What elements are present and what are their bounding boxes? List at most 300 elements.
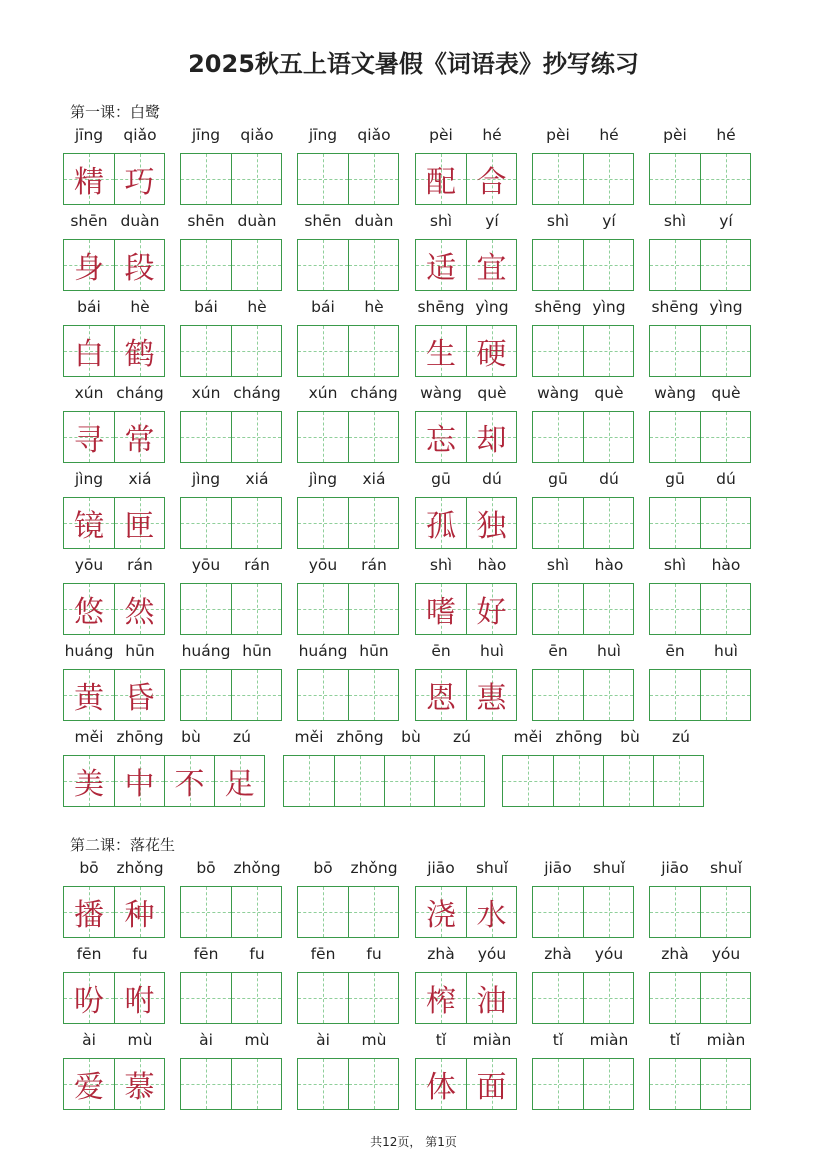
practice-cell[interactable] [583, 240, 633, 290]
practice-cell[interactable] [700, 584, 750, 634]
pinyin-label: dú [599, 470, 619, 488]
model-character: 悠 [74, 595, 104, 630]
practice-cell[interactable] [231, 154, 281, 204]
practice-cell[interactable] [298, 412, 348, 462]
practice-cell[interactable] [650, 670, 700, 720]
model-word-grid [415, 470, 517, 549]
practice-cell[interactable] [434, 756, 484, 806]
model-character: 油 [476, 984, 507, 1019]
practice-cell[interactable] [533, 240, 583, 290]
model-character: 播 [74, 898, 104, 933]
tianzige-cells [415, 583, 517, 635]
pinyin-label: ài [316, 1031, 330, 1049]
pinyin-label: yìng [475, 298, 509, 316]
practice-cell[interactable] [700, 498, 750, 548]
model-word-grid [63, 945, 165, 1024]
practice-word-grid [649, 126, 751, 205]
tianzige-cells [63, 1058, 165, 1110]
model-word-grid [63, 384, 165, 463]
tianzige-cells [180, 669, 282, 721]
tianzige-cell [114, 240, 164, 290]
tianzige-cells [415, 669, 517, 721]
practice-word-grid [649, 212, 751, 291]
pinyin-label: gū [431, 470, 451, 488]
tianzige-cells [649, 239, 751, 291]
tianzige-cells [649, 669, 751, 721]
pinyin-label: rán [127, 556, 153, 574]
section-title: 第一课：白鹭 [70, 103, 161, 121]
pinyin-label: pèi [429, 126, 453, 144]
tianzige-cell [416, 240, 466, 290]
practice-cell[interactable] [553, 756, 603, 806]
practice-cell[interactable] [583, 154, 633, 204]
pinyin-label: wàng [420, 384, 462, 402]
tianzige-cell [416, 1059, 466, 1109]
practice-cell[interactable] [298, 887, 348, 937]
tianzige-cell [416, 154, 466, 204]
pinyin-label: shēn [187, 212, 225, 230]
tianzige-cells [63, 411, 165, 463]
practice-cell[interactable] [231, 240, 281, 290]
tianzige-cell [416, 498, 466, 548]
practice-cell[interactable] [181, 1059, 231, 1109]
practice-cell[interactable] [298, 498, 348, 548]
model-character: 忘 [426, 423, 456, 458]
practice-cell[interactable] [700, 1059, 750, 1109]
section-title: 第二课：落花生 [70, 836, 176, 854]
tianzige-cell [416, 670, 466, 720]
pinyin-label: miàn [472, 1031, 512, 1049]
practice-cell[interactable] [583, 973, 633, 1023]
practice-word-grid [297, 212, 399, 291]
pinyin-label: hè [130, 298, 150, 316]
tianzige-cells [532, 972, 634, 1024]
pinyin-label: rán [244, 556, 270, 574]
practice-cell[interactable] [583, 887, 633, 937]
practice-cell[interactable] [533, 498, 583, 548]
practice-word-grid [180, 126, 282, 205]
tianzige-cells [649, 886, 751, 938]
practice-word-grid [297, 1031, 399, 1110]
model-character: 恩 [426, 681, 456, 716]
model-character: 常 [124, 423, 155, 458]
tianzige-cells [532, 669, 634, 721]
tianzige-cells [532, 583, 634, 635]
tianzige-cell [466, 326, 516, 376]
tianzige-cells [532, 1058, 634, 1110]
practice-cell[interactable] [653, 756, 703, 806]
tianzige-cells [415, 1058, 517, 1110]
model-character: 匣 [124, 509, 155, 544]
tianzige-cells [63, 755, 265, 807]
model-character: 好 [476, 595, 507, 630]
pinyin-label: dú [716, 470, 736, 488]
tianzige-cells [63, 886, 165, 938]
pinyin-label: zhōng [555, 728, 603, 746]
practice-cell[interactable] [533, 154, 583, 204]
pinyin-label: duàn [237, 212, 277, 230]
practice-cell[interactable] [181, 154, 231, 204]
practice-cell[interactable] [298, 973, 348, 1023]
pinyin-label: qiǎo [240, 126, 274, 144]
practice-cell[interactable] [181, 240, 231, 290]
practice-cell[interactable] [348, 154, 398, 204]
pinyin-label: fēn [193, 945, 219, 963]
pinyin-label: wàng [654, 384, 696, 402]
practice-cell[interactable] [348, 973, 398, 1023]
practice-word-grid [297, 384, 399, 463]
pinyin-label: fēn [76, 945, 102, 963]
practice-cell[interactable] [231, 670, 281, 720]
tianzige-cells [180, 325, 282, 377]
practice-cell[interactable] [348, 326, 398, 376]
practice-word-grid [502, 728, 704, 807]
pinyin-label: què [594, 384, 624, 402]
pinyin-label: shì [663, 556, 687, 574]
practice-cell[interactable] [231, 498, 281, 548]
practice-word-grid [180, 298, 282, 377]
tianzige-cell [416, 887, 466, 937]
tianzige-cells [649, 411, 751, 463]
pinyin-label: cháng [233, 384, 281, 402]
pinyin-label: mù [244, 1031, 270, 1049]
practice-cell[interactable] [533, 973, 583, 1023]
tianzige-cell [64, 584, 114, 634]
pinyin-label: qiǎo [123, 126, 157, 144]
page-footer: 共12页， 第1页 [370, 1135, 457, 1149]
practice-cell[interactable] [181, 670, 231, 720]
tianzige-cell [64, 412, 114, 462]
tianzige-cells [532, 239, 634, 291]
practice-cell[interactable] [700, 887, 750, 937]
model-character: 昏 [124, 681, 155, 716]
practice-cell[interactable] [583, 498, 633, 548]
practice-word-grid [649, 556, 751, 635]
model-character: 爱 [74, 1070, 104, 1105]
practice-word-grid [297, 298, 399, 377]
pinyin-label: huáng [64, 642, 114, 660]
practice-cell[interactable] [298, 326, 348, 376]
pinyin-label: tǐ [435, 1031, 447, 1049]
practice-word-grid [180, 470, 282, 549]
tianzige-cell [114, 326, 164, 376]
tianzige-cell [164, 756, 214, 806]
practice-cell[interactable] [533, 412, 583, 462]
practice-cell[interactable] [700, 326, 750, 376]
pinyin-label: gū [665, 470, 685, 488]
model-character: 种 [124, 898, 155, 933]
practice-cell[interactable] [650, 887, 700, 937]
pinyin-label: mù [127, 1031, 153, 1049]
practice-cell[interactable] [650, 326, 700, 376]
practice-cell[interactable] [650, 412, 700, 462]
practice-cell[interactable] [231, 584, 281, 634]
model-character: 合 [476, 165, 507, 200]
tianzige-cells [649, 972, 751, 1024]
pinyin-label: bù [620, 728, 640, 746]
pinyin-label: huáng [298, 642, 348, 660]
practice-cell[interactable] [231, 1059, 281, 1109]
practice-cell[interactable] [231, 412, 281, 462]
tianzige-cell [64, 498, 114, 548]
tianzige-cells [180, 886, 282, 938]
tianzige-cells [63, 239, 165, 291]
practice-cell[interactable] [384, 756, 434, 806]
practice-cell[interactable] [284, 756, 334, 806]
pinyin-label: hé [482, 126, 502, 144]
pinyin-label: shì [546, 212, 570, 230]
pinyin-label: pèi [546, 126, 570, 144]
practice-word-grid [649, 1031, 751, 1110]
model-word-grid [415, 859, 517, 938]
pinyin-label: pèi [663, 126, 687, 144]
practice-cell[interactable] [348, 887, 398, 937]
model-word-grid [415, 298, 517, 377]
pinyin-label: jìng [191, 470, 221, 488]
model-word-grid [63, 1031, 165, 1110]
tianzige-cells [180, 583, 282, 635]
pinyin-label: dú [482, 470, 502, 488]
practice-cell[interactable] [583, 326, 633, 376]
pinyin-label: yōu [74, 556, 104, 574]
pinyin-label: huì [597, 642, 621, 660]
model-character: 慕 [124, 1070, 155, 1105]
practice-cell[interactable] [583, 1059, 633, 1109]
tianzige-cells [649, 497, 751, 549]
pinyin-label: yóu [711, 945, 741, 963]
practice-cell[interactable] [231, 326, 281, 376]
pinyin-label: zú [233, 728, 251, 746]
tianzige-cell [114, 670, 164, 720]
pinyin-label: qiǎo [357, 126, 391, 144]
practice-cell[interactable] [503, 756, 553, 806]
practice-cell[interactable] [181, 498, 231, 548]
tianzige-cell [214, 756, 264, 806]
practice-cell[interactable] [334, 756, 384, 806]
practice-word-grid [283, 728, 485, 807]
practice-cell[interactable] [650, 973, 700, 1023]
tianzige-cells [415, 239, 517, 291]
practice-cell[interactable] [348, 670, 398, 720]
pinyin-label: zhǒng [233, 859, 281, 877]
tianzige-cells [63, 325, 165, 377]
practice-cell[interactable] [700, 240, 750, 290]
pinyin-label: tǐ [552, 1031, 564, 1049]
tianzige-cell [114, 584, 164, 634]
pinyin-label: bái [194, 298, 218, 316]
model-character: 巧 [124, 165, 155, 200]
model-character: 中 [124, 767, 155, 802]
model-character: 吩 [74, 984, 104, 1019]
practice-cell[interactable] [348, 412, 398, 462]
practice-cell[interactable] [583, 412, 633, 462]
pinyin-label: hūn [242, 642, 272, 660]
pinyin-label: duàn [120, 212, 160, 230]
practice-cell[interactable] [650, 498, 700, 548]
pinyin-label: jiāo [427, 859, 455, 877]
model-character: 榨 [426, 984, 456, 1019]
practice-cell[interactable] [181, 973, 231, 1023]
pinyin-label: shuǐ [475, 859, 509, 877]
pinyin-label: hé [716, 126, 736, 144]
pinyin-label: ēn [548, 642, 568, 660]
practice-word-grid [180, 945, 282, 1024]
pinyin-label: zhà [427, 945, 455, 963]
tianzige-cells [180, 1058, 282, 1110]
practice-cell[interactable] [298, 240, 348, 290]
practice-cell[interactable] [181, 412, 231, 462]
pinyin-label: jìng [74, 470, 104, 488]
pinyin-label: jīng [74, 126, 104, 144]
pinyin-label: yìng [592, 298, 626, 316]
tianzige-cell [466, 1059, 516, 1109]
practice-cell[interactable] [603, 756, 653, 806]
pinyin-label: měi [513, 728, 543, 746]
practice-word-grid [297, 945, 399, 1024]
practice-cell[interactable] [700, 154, 750, 204]
tianzige-cell [64, 154, 114, 204]
practice-cell[interactable] [700, 412, 750, 462]
pinyin-label: ēn [431, 642, 451, 660]
tianzige-cell [466, 973, 516, 1023]
pinyin-label: shēng [534, 298, 582, 316]
tianzige-cell [416, 412, 466, 462]
tianzige-cells [532, 325, 634, 377]
practice-cell[interactable] [181, 584, 231, 634]
tianzige-cell [466, 412, 516, 462]
tianzige-cell [416, 973, 466, 1023]
practice-word-grid [532, 859, 634, 938]
tianzige-cells [415, 886, 517, 938]
practice-word-grid [532, 470, 634, 549]
practice-cell[interactable] [348, 1059, 398, 1109]
practice-cell[interactable] [650, 1059, 700, 1109]
tianzige-cells [649, 153, 751, 205]
pinyin-label: bái [311, 298, 335, 316]
practice-cell[interactable] [298, 670, 348, 720]
tianzige-cell [114, 887, 164, 937]
pinyin-label: què [711, 384, 741, 402]
model-word-grid [415, 1031, 517, 1110]
model-character: 惠 [476, 681, 507, 716]
practice-cell[interactable] [583, 584, 633, 634]
model-word-grid [63, 126, 165, 205]
pinyin-label: jīng [191, 126, 221, 144]
practice-word-grid [297, 126, 399, 205]
practice-word-grid [297, 556, 399, 635]
practice-cell[interactable] [181, 887, 231, 937]
pinyin-label: bō [313, 859, 333, 877]
pinyin-label: ēn [665, 642, 685, 660]
tianzige-cells [415, 153, 517, 205]
tianzige-cell [114, 973, 164, 1023]
tianzige-cells [532, 886, 634, 938]
practice-cell[interactable] [700, 670, 750, 720]
practice-cell[interactable] [533, 670, 583, 720]
pinyin-label: shuǐ [709, 859, 743, 877]
practice-cell[interactable] [231, 887, 281, 937]
practice-cell[interactable] [650, 154, 700, 204]
pinyin-label: yōu [308, 556, 338, 574]
practice-word-grid [532, 212, 634, 291]
tianzige-cell [466, 498, 516, 548]
pinyin-label: fu [366, 945, 382, 963]
practice-cell[interactable] [583, 670, 633, 720]
model-word-grid [415, 642, 517, 721]
practice-cell[interactable] [181, 326, 231, 376]
model-character: 美 [74, 767, 104, 802]
tianzige-cells [415, 497, 517, 549]
pinyin-label: gū [548, 470, 568, 488]
pinyin-label: shì [429, 212, 453, 230]
practice-word-grid [180, 384, 282, 463]
pinyin-label: huáng [181, 642, 231, 660]
pinyin-label: hào [477, 556, 507, 574]
model-word-grid [63, 212, 165, 291]
model-word-grid [63, 470, 165, 549]
practice-cell[interactable] [533, 887, 583, 937]
tianzige-cells [297, 1058, 399, 1110]
practice-cell[interactable] [533, 584, 583, 634]
practice-cell[interactable] [348, 584, 398, 634]
pinyin-label: xún [308, 384, 338, 402]
tianzige-cell [466, 154, 516, 204]
pinyin-label: rán [361, 556, 387, 574]
tianzige-cell [64, 1059, 114, 1109]
tianzige-cells [63, 669, 165, 721]
practice-cell[interactable] [533, 326, 583, 376]
model-character: 然 [124, 595, 155, 630]
pinyin-label: zhōng [116, 728, 164, 746]
pinyin-label: yí [719, 212, 733, 230]
pinyin-label: duàn [354, 212, 394, 230]
model-character: 水 [476, 898, 507, 933]
model-word-grid [63, 859, 165, 938]
practice-cell[interactable] [298, 1059, 348, 1109]
model-character: 咐 [124, 984, 155, 1019]
practice-word-grid [649, 384, 751, 463]
model-character: 寻 [74, 423, 104, 458]
pinyin-label: cháng [116, 384, 164, 402]
practice-cell[interactable] [650, 584, 700, 634]
practice-word-grid [180, 212, 282, 291]
tianzige-cells [297, 669, 399, 721]
tianzige-cell [466, 887, 516, 937]
practice-word-grid [532, 384, 634, 463]
practice-cell[interactable] [650, 240, 700, 290]
tianzige-cells [63, 497, 165, 549]
practice-word-grid [180, 556, 282, 635]
pinyin-label: zhǒng [116, 859, 164, 877]
model-word-grid [415, 212, 517, 291]
pinyin-label: zhà [544, 945, 572, 963]
pinyin-label: fēn [310, 945, 336, 963]
practice-cell[interactable] [348, 240, 398, 290]
practice-cell[interactable] [348, 498, 398, 548]
practice-cell[interactable] [298, 584, 348, 634]
pinyin-label: què [477, 384, 507, 402]
practice-cell[interactable] [298, 154, 348, 204]
model-character: 硬 [476, 337, 507, 372]
practice-cell[interactable] [700, 973, 750, 1023]
tianzige-cell [114, 498, 164, 548]
pinyin-label: yí [485, 212, 499, 230]
practice-cell[interactable] [533, 1059, 583, 1109]
pinyin-label: bù [181, 728, 201, 746]
pinyin-label: shì [663, 212, 687, 230]
model-character: 鹤 [124, 337, 155, 372]
practice-cell[interactable] [231, 973, 281, 1023]
